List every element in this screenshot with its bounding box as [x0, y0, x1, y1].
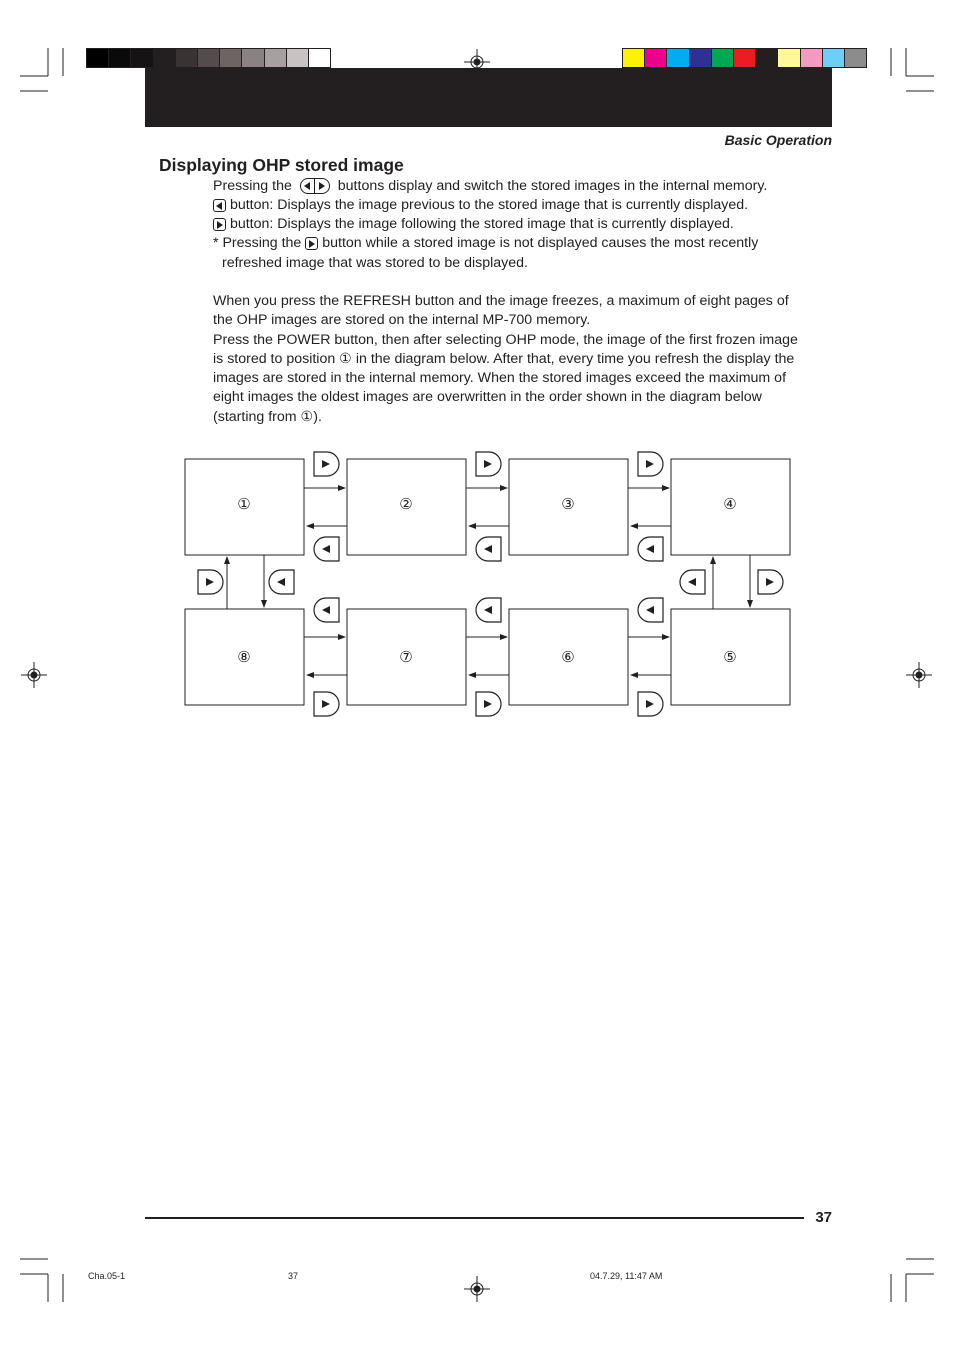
grayscale-swatch [241, 48, 264, 68]
prev-button-icon [314, 598, 339, 622]
paragraph-line: When you press the REFRESH button and the image freezes, a maximum of eight pages of [213, 293, 789, 309]
prev-button-icon [314, 537, 339, 561]
color-swatch [755, 48, 778, 68]
prev-button-icon [476, 537, 501, 561]
prev-button-icon [680, 570, 705, 594]
slot-label-1: ① [237, 495, 251, 513]
grayscale-swatch [153, 48, 176, 68]
slot-label-6: ⑥ [561, 648, 575, 666]
color-swatch [844, 48, 867, 68]
page-number: 37 [815, 1209, 832, 1226]
grayscale-swatch [197, 48, 220, 68]
slug-right: 04.7.29, 11:47 AM [590, 1271, 663, 1281]
slot-label-4: ④ [723, 495, 737, 513]
text-fragment: buttons display and switch the stored images in the internal memory. [337, 178, 768, 194]
text-fragment: button while a stored image is not displayed causes the most recently [322, 235, 759, 251]
slot-label-5: ⑤ [723, 648, 737, 666]
prev-button-icon [476, 598, 501, 622]
slug-center: 37 [288, 1271, 299, 1281]
text-fragment: Pressing the [213, 178, 292, 194]
color-swatch [711, 48, 734, 68]
slug-left: Cha.05-1 [88, 1271, 126, 1281]
color-swatch [733, 48, 756, 68]
paragraph-line: images are stored in the internal memory. When the stored images exceed the maximum of [213, 370, 787, 386]
next-button-icon [638, 452, 663, 476]
color-swatch [777, 48, 800, 68]
paragraph-line: (starting from ①). [213, 409, 322, 425]
grayscale-swatch [175, 48, 198, 68]
slot-label-3: ③ [561, 495, 575, 513]
paragraph-line: is stored to position ① in the diagram below. After that, every time you refresh the display the [213, 351, 795, 367]
text-fragment: button: Displays the image following the stored image that is currently displayed. [229, 216, 734, 232]
section-heading: Displaying OHP stored image [159, 155, 404, 175]
prev-button-icon [638, 598, 663, 622]
prev-button-icon [269, 570, 294, 594]
grayscale-swatch [219, 48, 242, 68]
slot-label-2: ② [399, 495, 413, 513]
next-button-icon [314, 452, 339, 476]
next-button-icon [758, 570, 783, 594]
color-swatch [800, 48, 823, 68]
grayscale-swatch [86, 48, 109, 68]
grayscale-swatch [308, 48, 331, 68]
next-button-icon [314, 692, 339, 716]
body-line-5: refreshed image that was stored to be displayed. [222, 255, 528, 271]
prev-button-icon [638, 537, 663, 561]
grayscale-swatch [108, 48, 131, 68]
paragraph-line: eight images the oldest images are overwritten in the order shown in the diagram below [213, 389, 762, 405]
section-label: Basic Operation [724, 132, 832, 148]
color-swatch [666, 48, 689, 68]
color-swatch [689, 48, 712, 68]
slot-label-7: ⑦ [399, 648, 413, 666]
footer-rule [145, 1217, 804, 1219]
next-button-icon [638, 692, 663, 716]
paragraph-line: Press the POWER button, then after selecting OHP mode, the image of the first frozen image [213, 332, 798, 348]
paragraph-line: the OHP images are stored on the internal MP-700 memory. [213, 312, 591, 328]
color-swatch [644, 48, 667, 68]
text-fragment: * Pressing the [213, 235, 302, 251]
next-button-icon [198, 570, 223, 594]
color-swatch [622, 48, 645, 68]
grayscale-swatch [130, 48, 153, 68]
grayscale-swatch [264, 48, 287, 68]
grayscale-swatch [286, 48, 309, 68]
color-swatch [822, 48, 845, 68]
next-button-icon [476, 452, 501, 476]
next-button-icon [476, 692, 501, 716]
text-fragment: button: Displays the image previous to the stored image that is currently displayed. [229, 197, 749, 213]
slot-label-8: ⑧ [237, 648, 251, 666]
